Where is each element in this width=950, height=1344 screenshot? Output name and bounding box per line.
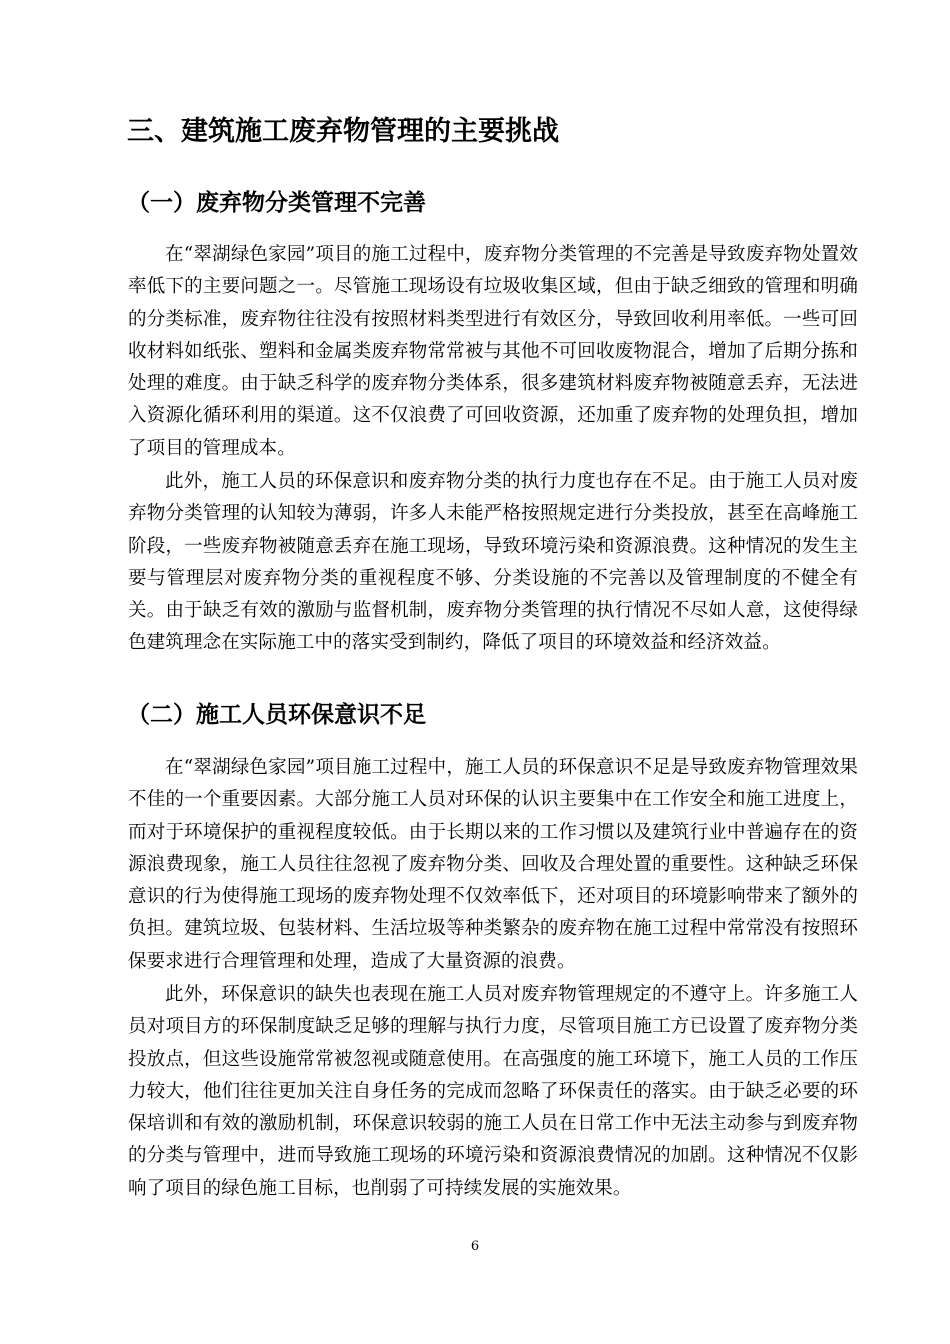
chapter-title: 三、建筑施工废弃物管理的主要挑战 <box>127 116 559 147</box>
body-paragraph: 在“翠湖绿色家园”项目施工过程中，施工人员的环保意识不足是导致废弃物管理效果不佳的一个重要因素。大部分施工人员对环保的认识主要集中在工作安全和施工进度上，而对于环境保护的重视程度较低。由于长期以来的工作习惯以及建筑行业中普遍存在的资源浪费现象，施工人员往往忽视了废弃物分类、回收及合理处置的重要性。这种缺乏环保意识的行为使得施工现场的废弃物处理不仅效率低下，还对项目的环境影响带来了额外的负担。建筑垃圾、包装材料、生活垃圾等种类繁杂的废弃物在施工过程中常常没有按照环保要求进行合理管理和处理，造成了大量资源的浪费。 <box>128 757 858 972</box>
body-paragraph: 此外，环保意识的缺失也表现在施工人员对废弃物管理规定的不遵守上。许多施工人员对项目方的环保制度缺乏足够的理解与执行力度，尽管项目施工方已设置了废弃物分类投放点，但这些设施常常被忽视或随意使用。在高强度的施工环境下，施工人员的工作压力较大，他们往往更加关注自身任务的完成而忽略了环保责任的落实。由于缺乏必要的环保培训和有效的激励机制，环保意识较弱的施工人员在日常工作中无法主动参与到废弃物的分类与管理中，进而导致施工现场的环境污染和资源浪费情况的加剧。这种情况不仅影响了项目的绿色施工目标，也削弱了可持续发展的实施效果。 <box>128 984 858 1199</box>
page-number: 6 <box>470 1239 480 1254</box>
body-paragraph: 此外，施工人员的环保意识和废弃物分类的执行力度也存在不足。由于施工人员对废弃物分类管理的认知较为薄弱，许多人未能严格按照规定进行分类投放，甚至在高峰施工阶段，一些废弃物被随意丢弃在施工现场，导致环境污染和资源浪费。这种情况的发生主要与管理层对废弃物分类的重视程度不够、分类设施的不完善以及管理制度的不健全有关。由于缺乏有效的激励与监督机制，废弃物分类管理的执行情况不尽如人意，这使得绿色建筑理念在实际施工中的落实受到制约，降低了项目的环境效益和经济效益。 <box>128 471 858 654</box>
section-title-2: （二）施工人员环保意识不足 <box>127 702 426 728</box>
section-title-1: （一）废弃物分类管理不完善 <box>127 190 426 216</box>
body-paragraph: 在“翠湖绿色家园”项目的施工过程中，废弃物分类管理的不完善是导致废弃物处置效率低下的主要问题之一。尽管施工现场设有垃圾收集区域，但由于缺乏细致的管理和明确的分类标准，废弃物往往没有按照材料类型进行有效区分，导致回收利用率低。一些可回收材料如纸张、塑料和金属类废弃物常常被与其他不可回收废物混合，增加了后期分拣和处理的难度。由于缺乏科学的废弃物分类体系，很多建筑材料废弃物被随意丢弃，无法进入资源化循环利用的渠道。这不仅浪费了可回收资源，还加重了废弃物的处理负担，增加了项目的管理成本。 <box>128 244 858 459</box>
